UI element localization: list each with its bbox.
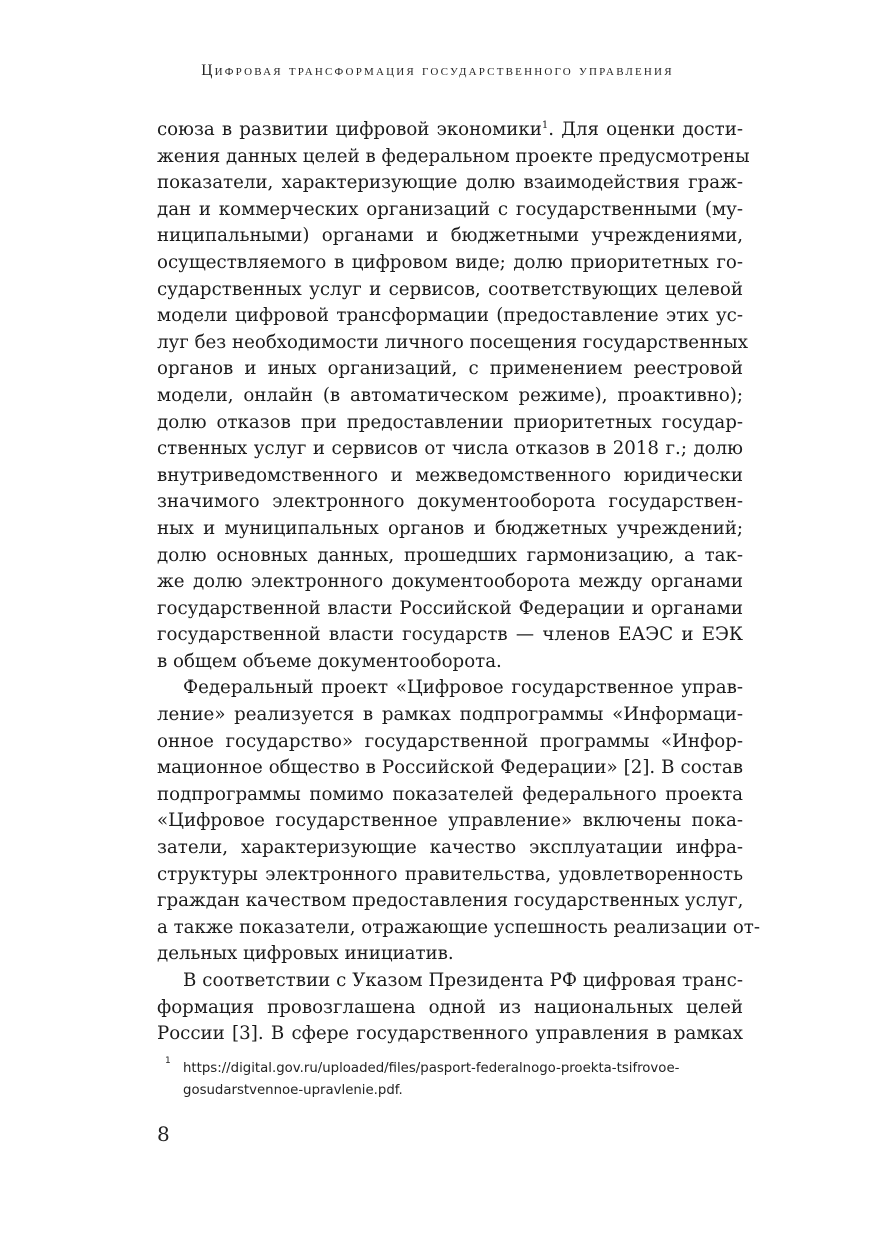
body-line: ниципальными) органами и бюджетными учреждениями, — [157, 225, 743, 247]
footnote-mark: 1 — [165, 1056, 171, 1066]
body-line: осуществляемого в цифровом виде; долю приоритетных го- — [157, 251, 743, 273]
body-line: затели, характеризующие качество эксплуатации инфра- — [157, 837, 743, 859]
body-line: модели цифровой трансформации (предоставление этих ус- — [157, 305, 743, 327]
body-line: модели, онлайн (в автоматическом режиме), проактивно); — [157, 384, 743, 406]
body-line: России [3]. В сфере государственного управления в рамках — [157, 1023, 743, 1045]
body-line: внутриведомственного и межведомственного юридически — [157, 464, 743, 486]
paragraph-start-line: В соответствии с Указом Президента РФ цифровая транс- — [183, 970, 743, 991]
body-line: показатели, характеризующие долю взаимодействия граж- — [157, 172, 743, 194]
body-line: же долю электронного документооборота между органами — [157, 571, 743, 593]
body-line: ных и муниципальных органов и бюджетных учреждений; — [157, 517, 743, 539]
body-line: а также показатели, отражающие успешность реализации от- — [157, 916, 761, 938]
body-line: луг без необходимости личного посещения государственных — [157, 331, 749, 353]
body-line: «Цифровое государственное управление» включены пока- — [157, 810, 743, 832]
body-line: долю основных данных, прошедших гармонизацию, а так- — [157, 544, 743, 566]
body-line: государственной власти государств — членов ЕАЭС и ЕЭК — [157, 624, 743, 646]
body-line: ление» реализуется в рамках подпрограммы «Информаци- — [157, 704, 743, 726]
footnote-text — [183, 1058, 747, 1102]
body-line: значимого электронного документооборота государствен- — [157, 491, 743, 513]
body-line: мационное общество в Российской Федерации» [2]. В состав — [157, 757, 743, 779]
body-line: дельных цифровых инициатив. — [157, 943, 454, 965]
body-line: сударственных услуг и сервисов, соответствующих целевой — [157, 278, 743, 300]
body-line: государственной власти Российской Федерации и органами — [157, 597, 743, 619]
body-line: формация провозглашена одной из национальных целей — [157, 996, 743, 1018]
paragraph-start-line: Федеральный проект «Цифровое государственное управ- — [183, 677, 743, 699]
body-text — [157, 117, 761, 1048]
body-line: органов и иных организаций, с применением реестровой — [157, 358, 743, 380]
body-line: дан и коммерческих организаций с государственными (му- — [157, 198, 743, 220]
running-header: Цифровая трансформация государственного управления — [201, 62, 674, 79]
page-number: 8 — [157, 1122, 170, 1146]
footnote-reference[interactable]: 1 — [541, 120, 549, 131]
body-line: ственных услуг и сервисов от числа отказов в 2018 г.; долю — [157, 438, 743, 460]
body-line: долю отказов при предоставлении приоритетных государ- — [157, 411, 743, 433]
footnote-url-line[interactable]: gosudarstvennoe-upravlenie.pdf. — [183, 1083, 403, 1098]
body-line: граждан качеством предоставления государственных услуг, — [157, 890, 744, 912]
body-line: онное государство» государственной программы «Инфор- — [157, 730, 743, 752]
footnote-url-line[interactable]: https://digital.gov.ru/uploaded/files/pasport-federalnogo-proekta-tsifrovoe- — [183, 1061, 680, 1076]
body-line: союза в развитии цифровой экономики$^1$. Для оценки дости- — [157, 119, 743, 140]
body-line: структуры электронного правительства, удовлетворенность — [157, 863, 743, 885]
body-line: подпрограммы помимо показателей федерального проекта — [157, 783, 743, 805]
body-line: жения данных целей в федеральном проекте предусмотрены — [157, 145, 750, 167]
body-line: в общем объеме документооборота. — [157, 650, 502, 672]
